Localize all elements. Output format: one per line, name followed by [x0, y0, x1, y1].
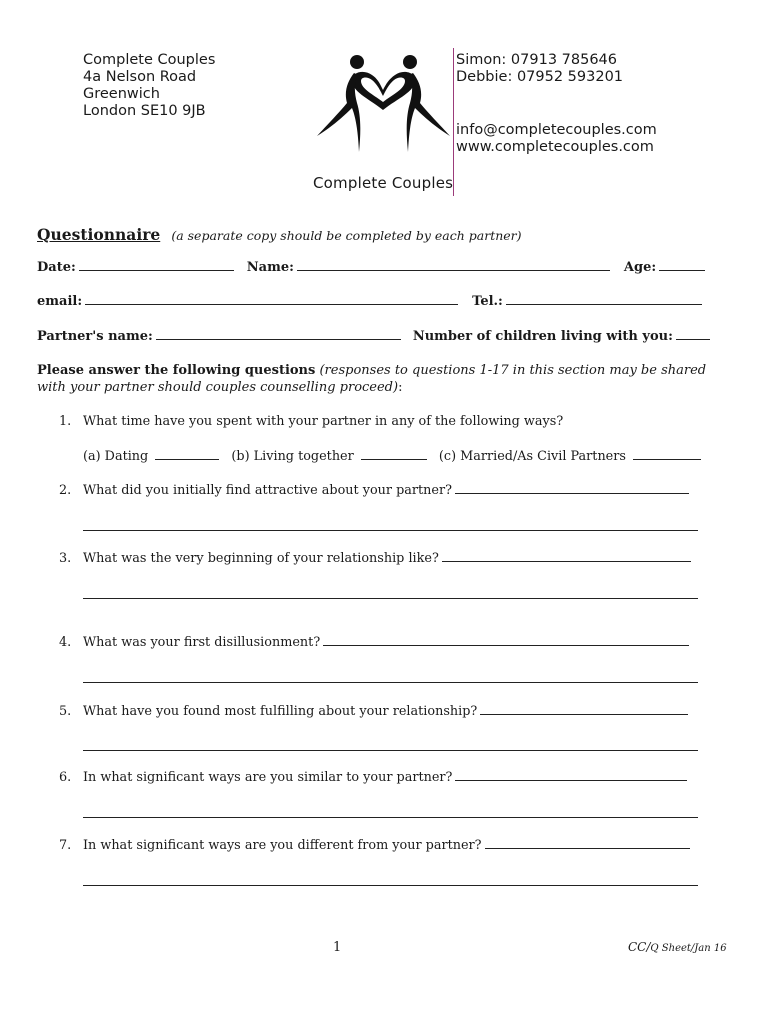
name-label: Name:: [246, 260, 294, 275]
instructions: [37, 362, 727, 396]
instructions-end: :: [398, 380, 403, 395]
page-title: Questionnaire: [37, 225, 161, 244]
instructions-bold: Please answer the following questions: [37, 363, 316, 378]
answer-field[interactable]: [455, 779, 687, 781]
contact-phone-debbie: Debbie: 07952 593201: [456, 69, 624, 85]
header-divider: [453, 48, 454, 196]
address-line: Complete Couples: [83, 52, 216, 68]
answer-line[interactable]: [83, 530, 698, 531]
age-field[interactable]: [659, 269, 705, 271]
contact-phone-simon: Simon: 07913 785646: [456, 52, 618, 68]
option-living-field[interactable]: [361, 458, 427, 460]
question-number: 5.: [59, 704, 72, 719]
question-1: [59, 414, 563, 429]
children-field[interactable]: [676, 338, 710, 340]
answer-line[interactable]: [83, 817, 698, 818]
spacer: [456, 86, 657, 122]
option-label: (a) Dating: [83, 449, 149, 464]
address-line: London SE10 9JB: [83, 103, 206, 119]
age-label: Age:: [623, 260, 657, 275]
reference-small: Q Sheet/Jan 16: [650, 943, 727, 954]
question-number: 2.: [59, 483, 72, 498]
question-3: [59, 551, 691, 566]
email-label: email:: [37, 294, 83, 309]
question-text: What was your first disillusionment?: [83, 635, 321, 650]
question-number: 4.: [59, 635, 72, 650]
field-row-partner-children: [37, 329, 710, 344]
partner-name-field[interactable]: [156, 338, 401, 340]
question-5: [59, 704, 688, 719]
question-text: What did you initially find attractive about your partner?: [83, 483, 452, 498]
tel-label: Tel.:: [472, 294, 503, 309]
answer-field[interactable]: [455, 492, 689, 494]
question-text: What have you found most fulfilling about your relationship?: [83, 704, 478, 719]
address-block: [83, 52, 215, 120]
question-text: In what significant ways are you similar to your partner?: [83, 770, 453, 785]
option-married-field[interactable]: [633, 458, 701, 460]
instructions-italic: (responses to questions 1-17 in this section may be shared with your partner should couples counselling proceed): [37, 363, 707, 395]
address-line: 4a Nelson Road: [83, 69, 197, 85]
option-married: [439, 449, 701, 464]
children-label: Number of children living with you:: [412, 329, 673, 344]
contact-email: info@completecouples.com: [456, 122, 657, 138]
question-text: What was the very beginning of your relationship like?: [83, 551, 439, 566]
answer-line[interactable]: [83, 598, 698, 599]
reference-main: CC/: [628, 940, 651, 954]
field-row-date-name-age: [37, 260, 705, 275]
name-field[interactable]: [297, 269, 610, 271]
answer-field[interactable]: [485, 847, 690, 849]
contact-website: www.completecouples.com: [456, 139, 654, 155]
email-field[interactable]: [85, 303, 458, 305]
question-number: 3.: [59, 551, 72, 566]
tel-field[interactable]: [506, 303, 702, 305]
title-note: (a separate copy should be completed by each partner): [171, 228, 522, 243]
question-text: In what significant ways are you different from your partner?: [83, 838, 482, 853]
option-dating: [83, 449, 219, 464]
question-4: [59, 635, 689, 650]
question-7: [59, 838, 690, 853]
question-number: 6.: [59, 770, 72, 785]
option-living-together: [231, 449, 426, 464]
option-label: (c) Married/As Civil Partners: [438, 449, 626, 464]
title-row: [37, 225, 522, 244]
date-field[interactable]: [79, 269, 234, 271]
question-number: 1.: [59, 414, 72, 429]
option-label: (b) Living together: [231, 449, 354, 464]
field-row-email-tel: [37, 294, 702, 309]
document-reference: [628, 940, 727, 954]
question-text: What time have you spent with your partner in any of the following ways?: [83, 414, 564, 429]
question-number: 7.: [59, 838, 72, 853]
partner-name-label: Partner's name:: [37, 329, 153, 344]
contact-block: [456, 52, 657, 156]
answer-line[interactable]: [83, 750, 698, 751]
answer-field[interactable]: [323, 644, 689, 646]
date-label: Date:: [37, 260, 76, 275]
logo-text: Complete Couples: [313, 174, 454, 192]
question-2: [59, 483, 689, 498]
address-line: Greenwich: [83, 86, 160, 102]
question-1-options: [83, 449, 709, 464]
answer-field[interactable]: [480, 713, 688, 715]
question-6: [59, 770, 687, 785]
answer-field[interactable]: [442, 560, 691, 562]
page-number: 1: [333, 940, 342, 955]
answer-line[interactable]: [83, 682, 698, 683]
option-dating-field[interactable]: [155, 458, 219, 460]
answer-line[interactable]: [83, 885, 698, 886]
